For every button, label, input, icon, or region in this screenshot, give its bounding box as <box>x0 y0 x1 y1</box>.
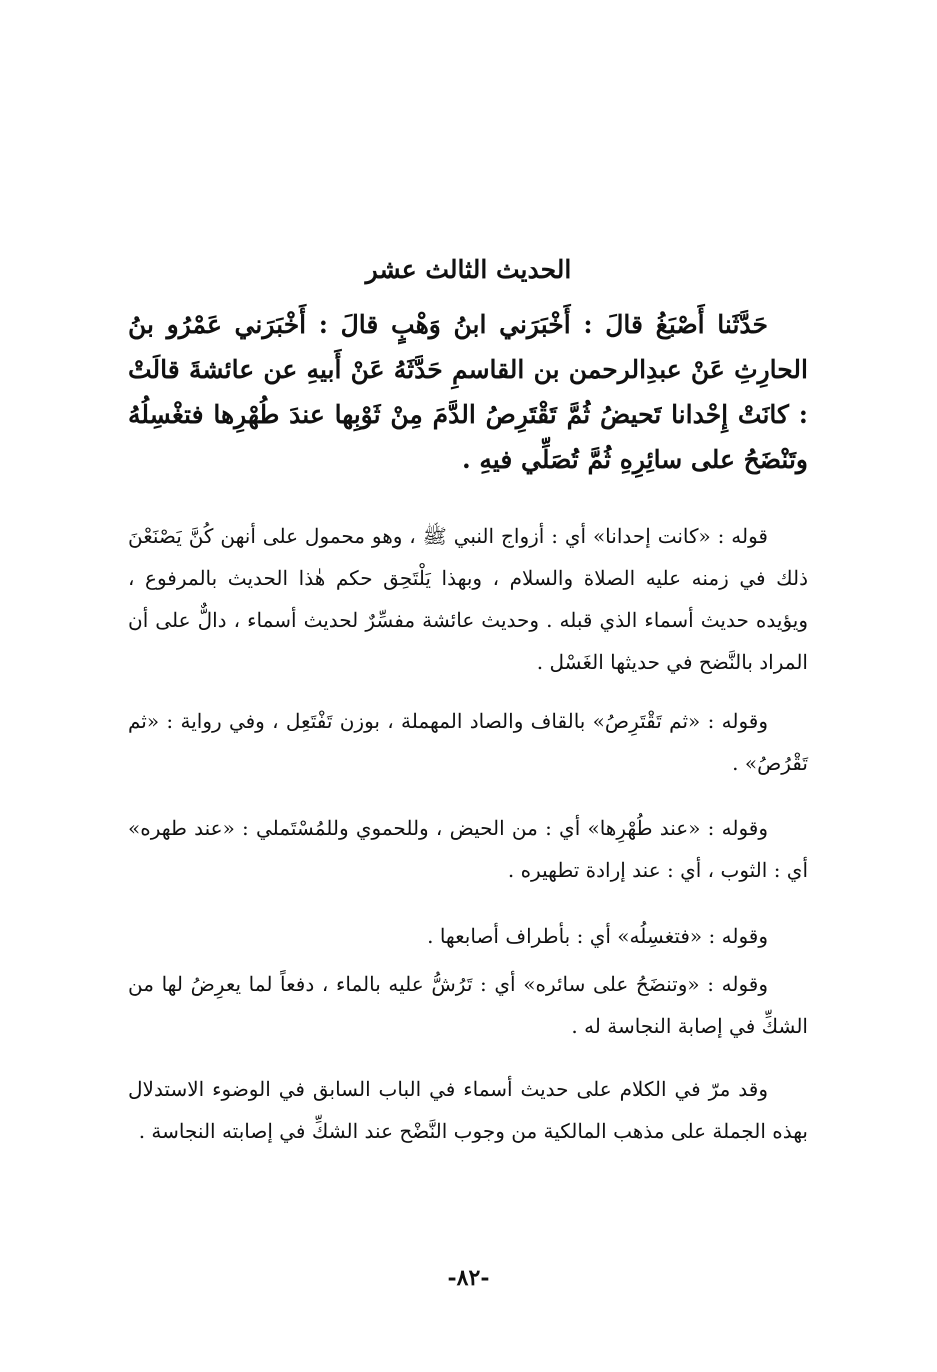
chapter-title: الحديث الثالث عشر <box>365 255 572 284</box>
commentary-paragraph: وقوله : «عند طُهْرِها» أي : من الحيض ، وللحموي وللمُسْتَملي : «عند طهره» أي : الثوب ، أي : عند إرادة تطهيره . <box>128 816 808 882</box>
commentary-paragraph: وقد مرّ في الكلام على حديث أسماء في الباب السابق في الوضوء الاستدلال بهذه الجملة على مذهب المالكية من وجوب النَّضْح عند الشكِّ في إصابته النجاسة . <box>128 1077 808 1143</box>
hadith-text: حَدَّثَنا أَصْبَغُ قالَ : أَخْبَرَني ابنُ وَهْبٍ قالَ : أَخْبَرَني عَمْرُو بنُ الحارِثِ عَنْ عبدِالرحمن بن القاسمِ حَدَّثَهُ عَنْ أَبيهِ عن عائشةَ قالَتْ : كانَتْ إِحْدانا تَحيضُ ثُمَّ تَقْتَرِصُ الدَّمَ مِنْ ثَوْبِها عندَ طُهْرِها فتغْسِلُهُ وتَنْضَحُ على سائِرِهِ ثُمَّ تُصَلِّي فيهِ . <box>128 310 808 474</box>
page-number: -٨٢- <box>447 1265 490 1291</box>
commentary-paragraph: قوله : «كانت إحدانا» أي : أزواج النبي ﷺ ، وهو محمول على أنهن كُنَّ يَصْنَعْنَ ذلك في زمنه عليه الصلاة والسلام ، وبهذا يَلْتَحِق حكم هٰذا الحديث بالمرفوع ، ويؤيده حديث أسماء الذي قبله . وحديث عائشة مفسِّرٌ لحديث أسماء ، دالٌّ على أن المراد بالنَّضح في حديثها الغَسْل . <box>128 524 808 674</box>
commentary-paragraph: وقوله : «وتنضَحُ على سائره» أي : تَرُشُّ عليه بالماء ، دفعاً لما يعرِضُ لها من الشكِّ في إصابة النجاسة له . <box>128 972 808 1038</box>
commentary-paragraph: وقوله : «فتغسِلُه» أي : بأطراف أصابعها . <box>427 924 768 948</box>
commentary-paragraph: وقوله : «ثم تَقْتَرِصُ» بالقاف والصاد المهملة ، بوزن تَفْتَعِل ، وفي رواية : «ثم تَقْرُصُ» . <box>128 709 808 775</box>
